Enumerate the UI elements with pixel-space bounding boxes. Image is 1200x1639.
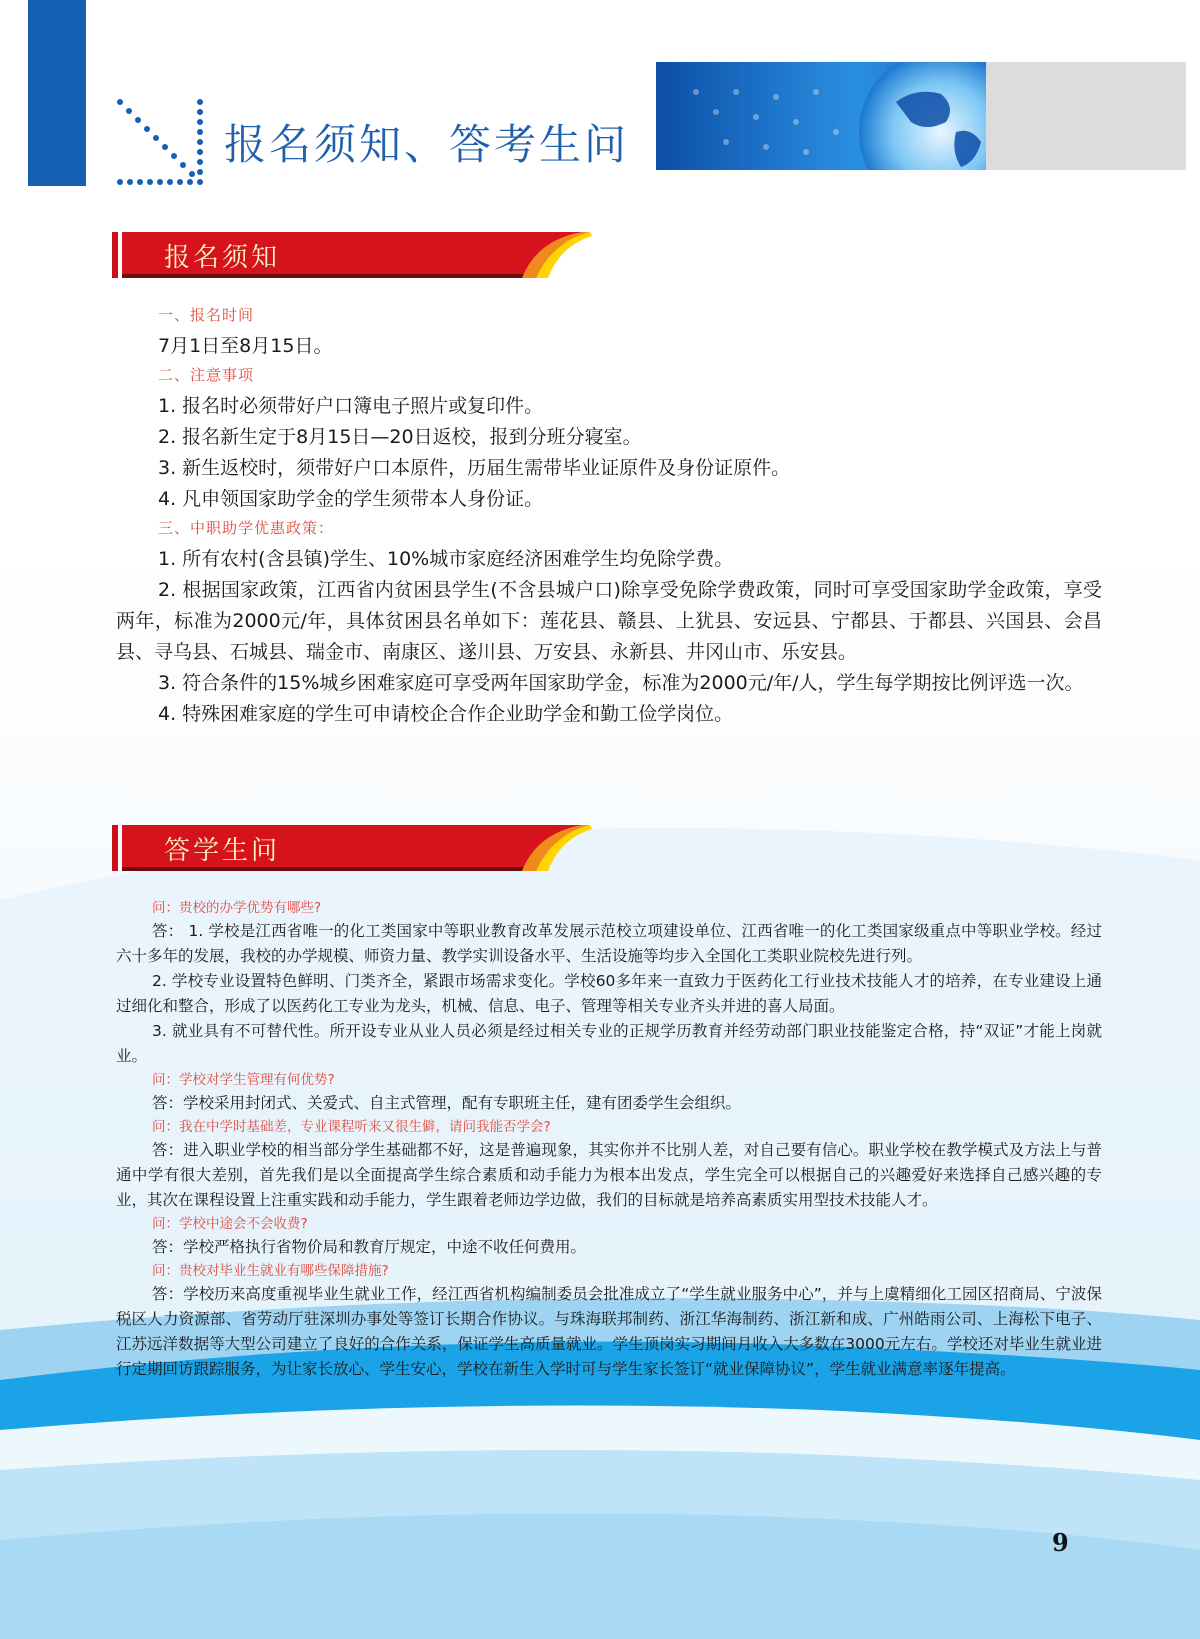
page-title: 报名须知、答考生问 (224, 120, 630, 169)
header-gray-block (986, 62, 1186, 170)
answer-paragraph: 2. 学校专业设置特色鲜明、门类齐全，紧跟市场需求变化。学校60多年来一直致力于医药化工行业技术技能人才的培养，在专业建设上通过细化和整合，形成了以医药化工专业为龙头，机械、信息、电子、管理等相关专业齐头并进的喜人局面。 (116, 972, 1102, 1015)
question-heading: 问：学校对学生管理有何优势? (152, 1072, 335, 1088)
subheading-notes: 二、注意事项 (158, 366, 255, 384)
subheading-registration-time: 一、报名时间 (158, 306, 255, 324)
notes-list (116, 391, 1102, 515)
answer-paragraph: 答： 1. 学校是江西省唯一的化工类国家中等职业教育改革发展示范校立项建设单位、江西省唯一的化工类国家级重点中等职业学校。经过六十多年的发展，我校的办学规模、师资力量、教学实训设备水平、生活设施等均步入全国化工类职业院校先进行列。 (116, 922, 1102, 965)
list-item: 1. 所有农村(含县镇)学生、10%城市家庭经济困难学生均免除学费。 (158, 548, 734, 570)
question-heading: 问：贵校的办学优势有哪些? (152, 900, 322, 916)
section-banner-qa (112, 825, 592, 871)
left-accent-bar (28, 0, 86, 186)
registration-content (116, 304, 1102, 730)
list-item: 2. 根据国家政策，江西省内贫困县学生(不含县城户口)除享受免除学费政策，同时可享受国家助学金政策，享受两年，标准为2000元/年，具体贫困县名单如下：莲花县、赣县、上犹县、安远县、宁都县、于都县、兴国县、会昌县、寻乌县、石城县、瑞金市、南康区、遂川县、万安县、永新县、井冈山市、乐安县。 (116, 579, 1102, 663)
list-item: 2. 报名新生定于8月15日—20日返校，报到分班分寝室。 (158, 426, 642, 448)
question-heading: 问：我在中学时基础差，专业课程听来又很生僻，请问我能否学会? (152, 1119, 551, 1135)
dotted-arrow-icon (116, 98, 206, 188)
answer-paragraph: 答：学校严格执行省物价局和教育厅规定，中途不收任何费用。 (152, 1238, 587, 1256)
registration-time-text: 7月1日至8月15日。 (158, 335, 333, 357)
answer-paragraph: 3. 就业具有不可替代性。所开设专业从业人员必须是经过相关专业的正规学历教育并经劳动部门职业技能鉴定合格，持“双证”才能上岗就业。 (116, 1022, 1102, 1065)
answer-paragraph: 答：学校采用封闭式、关爱式、自主式管理，配有专职班主任，建有团委学生会组织。 (152, 1094, 742, 1112)
list-item: 3. 新生返校时，须带好户口本原件，历届生需带毕业证原件及身份证原件。 (158, 457, 791, 479)
globe-banner-image (656, 62, 986, 170)
list-item: 1. 报名时必须带好户口簿电子照片或复印件。 (158, 395, 544, 417)
section-title-registration: 报名须知 (164, 243, 281, 273)
answer-paragraph: 答：学校历来高度重视毕业生就业工作，经江西省机构编制委员会批准成立了“学生就业服务中心”，并与上虞精细化工园区招商局、宁波保税区人力资源部、省劳动厅驻深圳办事处等签订长期合作协议。与珠海联邦制药、浙江华海制药、浙江新和成、广州皓雨公司、上海松下电子、江苏远洋数据等大型公司建立了良好的合作关系，保证学生高质量就业。学生顶岗实习期间月收入大多数在3000元左右。学校还对毕业生就业进行定期回访跟踪服务，为让家长放心、学生安心，学校在新生入学时可与学生家长签订“就业保障协议”，学生就业满意率逐年提高。 (116, 1285, 1102, 1378)
list-item: 4. 凡申领国家助学金的学生须带本人身份证。 (158, 488, 544, 510)
qa-content (116, 897, 1102, 1382)
page-number: 9 (1052, 1528, 1069, 1557)
question-heading: 问：学校中途会不会收费? (152, 1216, 308, 1232)
question-heading: 问：贵校对毕业生就业有哪些保障措施? (152, 1263, 389, 1279)
subheading-policy: 三、中职助学优惠政策： (158, 519, 335, 537)
section-title-qa: 答学生问 (164, 836, 281, 866)
list-item: 3. 符合条件的15%城乡困难家庭可享受两年国家助学金，标准为2000元/年/人，学生每学期按比例评选一次。 (158, 672, 1084, 694)
policy-list (116, 544, 1102, 730)
section-banner-registration (112, 232, 592, 278)
answer-paragraph: 答：进入职业学校的相当部分学生基础都不好，这是普遍现象，其实你并不比别人差，对自己要有信心。职业学校在教学模式及方法上与普通中学有很大差别，首先我们是以全面提高学生综合素质和动手能力为根本出发点，学生完全可以根据自己的兴趣爱好来选择自己感兴趣的专业，其次在课程设置上注重实践和动手能力，学生跟着老师边学边做，我们的目标就是培养高素质实用型技术技能人才。 (116, 1141, 1102, 1209)
list-item: 4. 特殊困难家庭的学生可申请校企合作企业助学金和勤工俭学岗位。 (158, 703, 734, 725)
